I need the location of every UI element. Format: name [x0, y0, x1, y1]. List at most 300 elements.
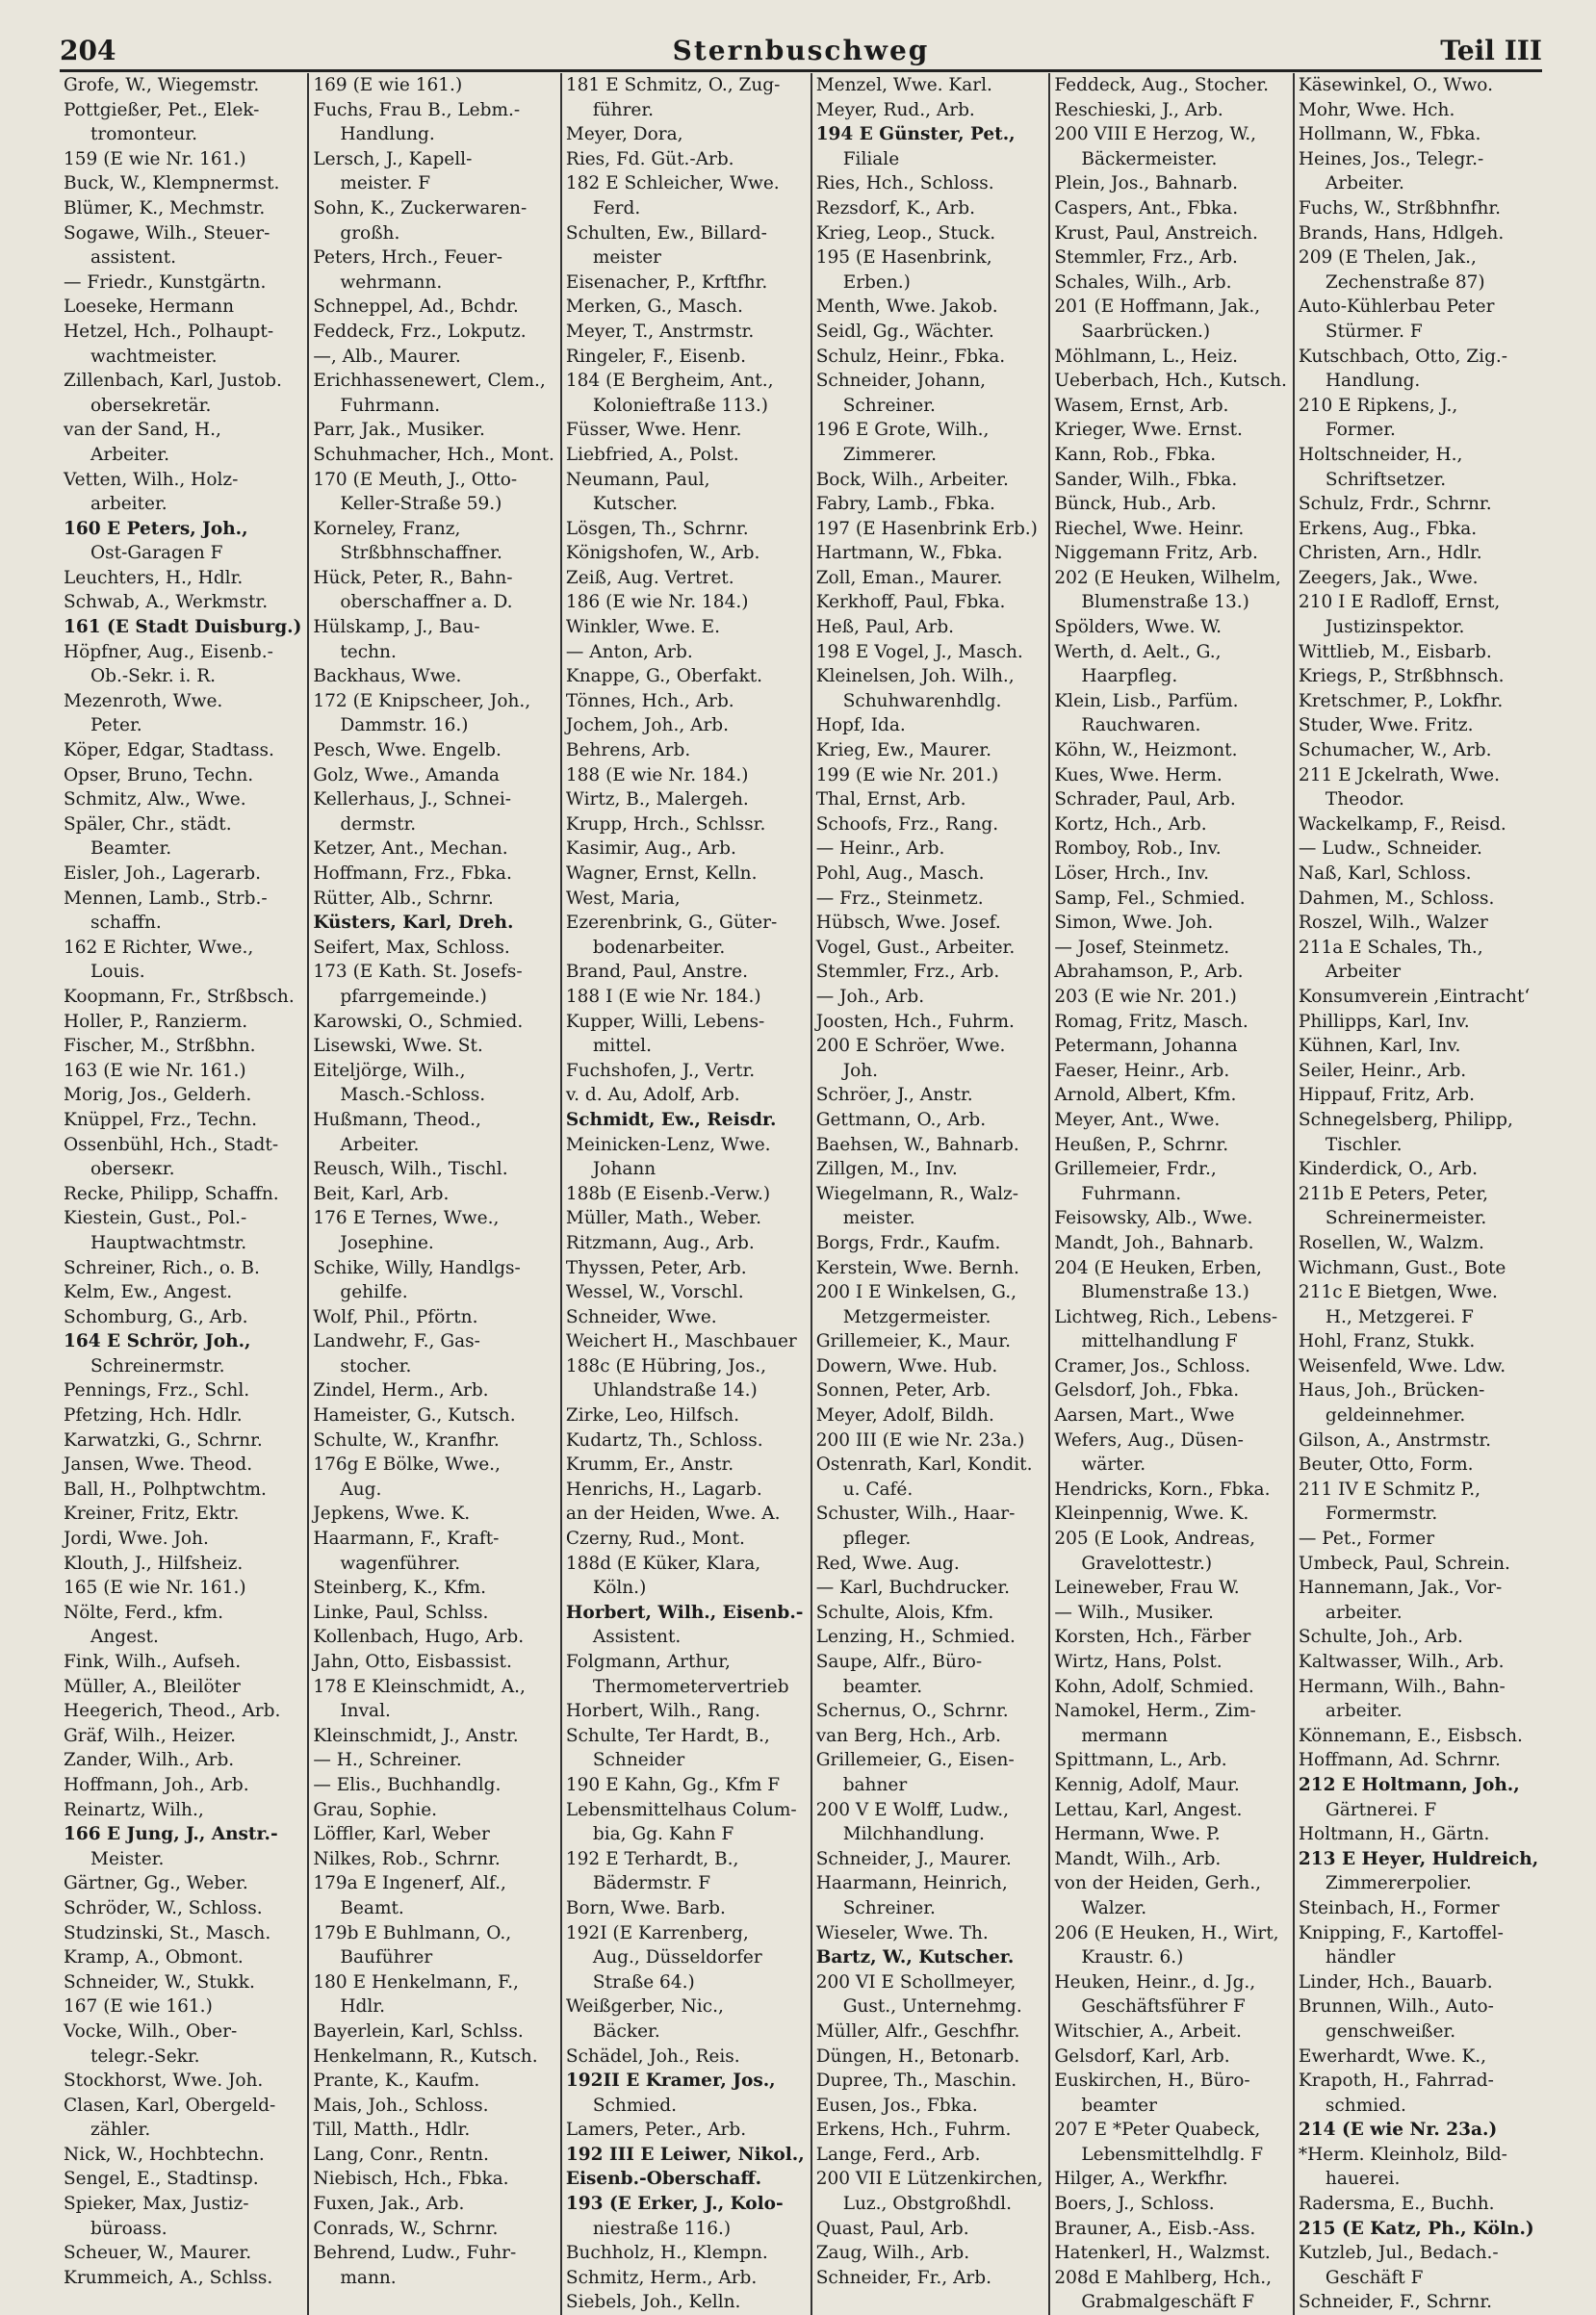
directory-entry-line: Kerkhoff, Paul, Fbka.: [815, 592, 1006, 613]
directory-entry-line: Reschieski, J., Arb.: [1054, 99, 1223, 120]
directory-entry-line: 202 (E Heuken, Wilhelm,: [1054, 567, 1281, 588]
directory-entry-line: 170 (E Meuth, J., Otto-: [313, 469, 518, 490]
directory-entry-line: Schumacher, W., Arb.: [1298, 740, 1492, 761]
directory-entry-line: Bäckermeister.: [1081, 148, 1218, 169]
directory-entry-line: Kortz, Hch., Arb.: [1054, 813, 1207, 835]
directory-entry-line: pfarrgemeinde.): [340, 986, 487, 1007]
directory-entry-line: Mennen, Lamb., Strb.-: [64, 887, 268, 909]
directory-entry-line: Joosten, Hch., Fuhrm.: [815, 1011, 1015, 1032]
directory-entry-line: Bädermstr. F: [592, 1873, 711, 1894]
directory-entry-line: Czerny, Rud., Mont.: [565, 1529, 745, 1550]
directory-entry-line: Könnemann, E., Eisbsch.: [1298, 1725, 1523, 1746]
directory-entry-line: Hatenkerl, H., Walzmst.: [1054, 2243, 1271, 2264]
directory-entry-line: Hdlr.: [340, 1996, 385, 2018]
page-number: 204: [60, 35, 116, 66]
directory-entry-line: Seiler, Heinr., Arb.: [1298, 1060, 1467, 1081]
directory-entry-line: Blumenstraße 13.): [1081, 592, 1249, 613]
directory-entry-line: Rauchwaren.: [1081, 715, 1201, 736]
directory-entry-line: Weißgerber, Nic.,: [565, 1996, 724, 2018]
directory-entry-line: Prante, K., Kaufm.: [313, 2071, 480, 2092]
directory-entry-line: Meyer, Adolf, Bildh.: [815, 1405, 994, 1427]
directory-entry-line: Knappe, G., Oberfakt.: [565, 666, 763, 687]
directory-entry-line: Wefers, Aug., Düsen-: [1054, 1429, 1244, 1451]
directory-entry-line: mittelhandlung F: [1081, 1331, 1238, 1352]
directory-entry-line: Schröder, W., Schloss.: [64, 1897, 263, 1918]
directory-entry-line: wärter.: [1081, 1454, 1146, 1476]
directory-columns: [60, 73, 1542, 2313]
directory-entry-line: Schneider, Johann,: [815, 371, 986, 392]
directory-entry-line: Erkens, Aug., Fbka.: [1298, 518, 1478, 539]
column-5: [1050, 73, 1295, 2315]
directory-entry-line: meister: [592, 247, 662, 269]
directory-entry-line: Vocke, Wilh., Ober-: [64, 2020, 238, 2042]
directory-entry-line: 211c E Bietgen, Wwe.: [1298, 1282, 1498, 1303]
directory-entry-line: Mandt, Joh., Bahnarb.: [1054, 1232, 1254, 1253]
directory-entry-line: Fink, Wilh., Aufseh.: [64, 1652, 242, 1672]
directory-entry-line: Füsser, Wwe. Henr.: [565, 420, 742, 441]
directory-entry-line: Dahmen, M., Schloss.: [1298, 887, 1495, 909]
directory-entry-line: Lebensmittelhaus Colum-: [565, 1799, 797, 1820]
directory-entry-line: obersekretär.: [90, 395, 212, 416]
directory-entry-line: Ob.-Sekr. i. R.: [90, 666, 217, 687]
directory-entry-line: bahner: [842, 1774, 908, 1795]
directory-entry-line: Arbeiter.: [340, 1134, 420, 1155]
directory-entry-line: Gärtner, Gg., Weber.: [64, 1873, 248, 1894]
directory-entry-line: — Elis., Buchhandlg.: [313, 1774, 502, 1795]
directory-entry-line: genschweißer.: [1325, 2020, 1456, 2042]
directory-entry-line: 164 E Schrör, Joh.,: [64, 1331, 251, 1352]
directory-entry-line: Peter.: [90, 715, 142, 736]
directory-entry-line: Tischler.: [1325, 1134, 1403, 1155]
directory-entry-line: Eisler, Joh., Lagerarb.: [64, 863, 262, 884]
directory-entry-line: Leineweber, Frau W.: [1054, 1578, 1240, 1599]
directory-entry-line: Auto-Kühlerbau Peter: [1298, 296, 1495, 318]
directory-entry-line: Handlung.: [1325, 371, 1421, 392]
directory-entry-line: — Heinr., Arb.: [815, 838, 945, 860]
directory-entry-line: — Wilh., Musiker.: [1054, 1602, 1214, 1623]
directory-entry-line: Korsten, Hch., Färber: [1054, 1627, 1251, 1648]
directory-entry-line: 181 E Schmitz, O., Zug-: [565, 75, 781, 95]
directory-entry-line: Masch.-Schloss.: [340, 1085, 486, 1106]
directory-entry-line: Erkens, Hch., Fuhrm.: [815, 2120, 1012, 2141]
directory-entry-line: Kaltwasser, Wilh., Arb.: [1298, 1652, 1505, 1672]
directory-entry-line: Euskirchen, H., Büro-: [1054, 2071, 1250, 2092]
directory-entry-line: 211 E Jckelrath, Wwe.: [1298, 764, 1501, 785]
directory-entry-line: Hoffmann, Ad. Schrnr.: [1298, 1750, 1501, 1771]
directory-entry-line: Behrend, Ludw., Fuhr-: [313, 2243, 517, 2264]
directory-entry-line: Holtmann, H., Gärtn.: [1298, 1824, 1490, 1845]
directory-entry-line: Mandt, Wilh., Arb.: [1054, 1848, 1222, 1869]
directory-entry-line: Köhn, W., Heizmont.: [1054, 740, 1238, 761]
directory-entry-line: tromonteur.: [90, 124, 197, 145]
directory-entry-line: Löffler, Karl, Weber: [313, 1824, 490, 1845]
directory-entry-line: Buck, W., Klempnermst.: [64, 173, 280, 194]
directory-entry-line: 192 III E Leiwer, Nikol.,: [565, 2144, 805, 2165]
directory-entry-line: Bartz, W., Kutscher.: [815, 1947, 1015, 1968]
directory-entry-line: Haus, Joh., Brücken-: [1298, 1380, 1485, 1402]
directory-entry-line: Dammstr. 16.): [340, 715, 469, 736]
directory-entry-line: Luz., Obstgroßhdl.: [842, 2194, 1012, 2215]
directory-entry-line: 160 E Peters, Joh.,: [64, 518, 248, 539]
directory-entry-line: Lichtweg, Rich., Lebens-: [1054, 1306, 1278, 1327]
directory-entry-line: Horbert, Wilh., Eisenb.-: [565, 1602, 804, 1623]
directory-entry-line: Eisenacher, P., Krftfhr.: [565, 271, 768, 293]
directory-entry-line: v. d. Au, Adolf, Arb.: [565, 1085, 740, 1106]
directory-entry-line: Gräf, Wilh., Heizer.: [64, 1725, 237, 1746]
directory-entry-line: Hülskamp, J., Bau-: [313, 617, 480, 638]
directory-entry-line: oberseкr.: [90, 1159, 175, 1180]
directory-entry-line: 195 (E Hasenbrink,: [815, 247, 992, 269]
directory-entry-line: 190 E Kahn, Gg., Kfm F: [565, 1774, 781, 1795]
directory-entry-line: Kelm, Ew., Angest.: [64, 1282, 233, 1303]
directory-entry-line: 180 E Henkelmann, F.,: [313, 1971, 519, 1993]
directory-entry-line: Milchhandlung.: [842, 1824, 985, 1845]
page-header: [60, 35, 1542, 72]
directory-entry-line: Sander, Wilh., Fbka.: [1054, 469, 1238, 490]
directory-entry-line: 200 VI E Schollmeyer,: [815, 1971, 1017, 1993]
directory-entry-line: Lebensmittelhdlg. F: [1081, 2144, 1264, 2165]
directory-entry-line: Gilson, A., Anstrmstr.: [1298, 1429, 1492, 1451]
directory-entry-line: Werth, d. Aelt., G.,: [1054, 641, 1222, 662]
page-title: Sternbuschweg: [672, 35, 930, 66]
directory-entry-line: Schulte, Alois, Kfm.: [815, 1602, 994, 1623]
directory-entry-line: wachtmeister.: [90, 346, 218, 367]
directory-entry-line: Tönnes, Hch., Arb.: [565, 690, 734, 711]
directory-entry-line: — Anton, Arb.: [565, 641, 693, 662]
directory-entry-line: 159 (E wie Nr. 161.): [64, 148, 246, 169]
directory-entry-line: geldeinnehmer.: [1325, 1405, 1466, 1427]
directory-entry-line: niestraße 116.): [592, 2218, 732, 2239]
directory-entry-line: Gelsdorf, Joh., Fbka.: [1054, 1380, 1240, 1402]
directory-entry-line: — Karl, Buchdrucker.: [815, 1578, 1011, 1599]
directory-entry-line: Beamter.: [90, 838, 172, 860]
directory-entry-line: Spölders, Wwe. W.: [1054, 617, 1223, 638]
directory-entry-line: techn.: [340, 641, 397, 662]
directory-entry-line: Johann: [592, 1159, 656, 1180]
directory-entry-line: dermstr.: [340, 813, 417, 835]
directory-entry-line: Faeser, Heinr., Arb.: [1054, 1060, 1230, 1081]
directory-entry-line: Haarmann, F., Kraft-: [313, 1529, 500, 1550]
directory-entry-line: 200 III (E wie Nr. 23a.): [815, 1429, 1025, 1451]
directory-entry-line: Hartmann, W., Fbka.: [815, 543, 1003, 564]
directory-entry-line: bia, Gg. Kahn F: [592, 1824, 734, 1845]
directory-entry-line: Thermometervertrieb: [592, 1676, 789, 1697]
directory-entry-line: Kellerhaus, J., Schnei-: [313, 789, 511, 810]
directory-entry-line: Schuster, Wilh., Haar-: [815, 1504, 1016, 1525]
directory-entry-line: 176 E Ternes, Wwe.,: [313, 1208, 500, 1229]
directory-entry-line: Fuchshofen, J., Vertr.: [565, 1060, 756, 1081]
directory-entry-line: Hilger, A., Werkfhr.: [1054, 2169, 1228, 2190]
directory-entry-line: Ezerenbrink, G., Güter-: [565, 913, 778, 934]
directory-entry-line: *Herm. Kleinholz, Bild-: [1298, 2144, 1507, 2165]
directory-entry-line: Schulten, Ew., Billard-: [565, 222, 767, 244]
directory-entry-line: Lang, Conr., Rentn.: [313, 2144, 489, 2165]
directory-entry-line: von der Heiden, Gerh.,: [1054, 1873, 1261, 1894]
directory-entry-line: Weisenfeld, Wwe. Ldw.: [1298, 1355, 1506, 1376]
directory-entry-line: 188d (E Küker, Klara,: [565, 1553, 761, 1574]
directory-entry-line: Samp, Fel., Schmied.: [1054, 887, 1246, 909]
directory-entry-line: Zoll, Eman., Maurer.: [815, 567, 1003, 588]
directory-entry-line: Steinbach, H., Former: [1298, 1897, 1500, 1918]
directory-entry-line: 214 (E wie Nr. 23a.): [1298, 2120, 1498, 2141]
directory-entry-line: Fuhrmann.: [1081, 1183, 1182, 1204]
directory-entry-line: Brauner, A., Eisb.-Ass.: [1054, 2218, 1256, 2239]
directory-entry-line: Zillenbach, Karl, Justob.: [64, 371, 282, 392]
directory-entry-line: Blümer, K., Mechmstr.: [64, 197, 266, 219]
directory-entry-line: Stürmer. F: [1325, 321, 1423, 342]
column-6: [1295, 73, 1544, 2315]
directory-entry-line: 184 (E Bergheim, Ant.,: [565, 371, 774, 392]
directory-entry-line: Arnold, Albert, Kfm.: [1054, 1085, 1237, 1106]
directory-entry-line: Sengel, E., Stadtinsp.: [64, 2169, 259, 2190]
directory-entry-line: Born, Wwe. Barb.: [565, 1897, 726, 1918]
directory-entry-line: Hauptwachtmstr.: [90, 1232, 247, 1253]
directory-entry-line: Stemmler, Frz., Arb.: [1054, 247, 1238, 269]
directory-entry-line: 200 V E Wolff, Ludw.,: [815, 1799, 1010, 1820]
directory-entry-line: Wittlieb, M., Eisbarb.: [1298, 641, 1492, 662]
directory-entry-line: Seifert, Max, Schloss.: [313, 937, 510, 958]
directory-entry-line: 200 I E Winkelsen, G.,: [815, 1282, 1017, 1303]
directory-entry-line: Bayerlein, Karl, Schlss.: [313, 2020, 524, 2042]
directory-entry-line: Schneider, W., Stukk.: [64, 1971, 255, 1993]
directory-entry-line: Hohl, Franz, Stukk.: [1298, 1331, 1476, 1352]
directory-entry-line: Pottgießer, Pet., Elek-: [64, 99, 260, 120]
directory-entry-line: Clasen, Karl, Obergeld-: [64, 2095, 276, 2116]
directory-entry-line: Umbeck, Paul, Schrein.: [1298, 1553, 1510, 1574]
directory-entry-line: Brand, Paul, Anstre.: [565, 962, 748, 983]
directory-entry-line: Menth, Wwe. Jakob.: [815, 296, 998, 318]
directory-entry-line: meister. F: [340, 173, 431, 194]
directory-entry-line: Heines, Jos., Telegr.-: [1298, 148, 1484, 169]
directory-entry-line: Baehsen, W., Bahnarb.: [815, 1134, 1019, 1155]
directory-entry-line: Meinicken-Lenz, Wwe.: [565, 1134, 771, 1155]
directory-entry-line: Lersch, J., Kapell-: [313, 148, 473, 169]
directory-entry-line: Golz, Wwe., Amanda: [313, 764, 500, 785]
directory-entry-line: Müller, A., Bleilöter: [64, 1676, 241, 1697]
directory-entry-line: mermann: [1081, 1725, 1169, 1746]
directory-entry-line: Schernus, O., Schrnr.: [815, 1701, 1009, 1722]
directory-entry-line: 182 E Schleicher, Wwe.: [565, 173, 780, 194]
directory-entry-line: van der Sand, H.,: [64, 420, 221, 441]
directory-entry-line: Buchholz, H., Klempn.: [565, 2243, 768, 2264]
column-3: [562, 73, 812, 2315]
directory-entry-line: Henrichs, H., Lagarb.: [565, 1479, 762, 1500]
directory-entry-line: 204 (E Heuken, Erben,: [1054, 1257, 1262, 1278]
directory-entry-line: Romag, Fritz, Masch.: [1054, 1011, 1248, 1032]
directory-entry-line: meister.: [842, 1208, 915, 1229]
directory-entry-line: Schreiner.: [842, 1897, 936, 1918]
directory-entry-line: van Berg, Hch., Arb.: [815, 1725, 1001, 1746]
directory-entry-line: Eusen, Jos., Fbka.: [815, 2095, 978, 2116]
directory-entry-line: Bünck, Hub., Arb.: [1054, 494, 1217, 515]
directory-entry-line: Lettau, Karl, Angest.: [1054, 1799, 1243, 1820]
part-label: Teil III: [1440, 35, 1542, 66]
directory-entry-line: Hoffmann, Joh., Arb.: [64, 1774, 249, 1795]
directory-entry-line: Neumann, Paul,: [565, 469, 710, 490]
directory-entry-line: arbeiter.: [1325, 1701, 1403, 1722]
directory-entry-line: 215 (E Katz, Ph., Köln.): [1298, 2218, 1534, 2239]
directory-entry-line: Peters, Hrch., Feuer-: [313, 247, 503, 269]
directory-entry-line: Schwab, A., Werkmstr.: [64, 592, 269, 613]
directory-entry-line: Schneider, Fr., Arb.: [815, 2267, 991, 2288]
directory-entry-line: Zindel, Herm., Arb.: [313, 1380, 489, 1402]
column-2: [309, 73, 562, 2315]
directory-entry-line: Arbeiter.: [1325, 173, 1404, 194]
directory-entry-line: Dupree, Th., Maschin.: [815, 2071, 1017, 2092]
directory-entry-line: Kolonieftraße 113.): [592, 395, 768, 416]
directory-entry-line: Gettmann, O., Arb.: [815, 1109, 987, 1130]
directory-entry-line: Grillemeier, K., Maur.: [815, 1331, 1011, 1352]
directory-entry-line: Kriegs, P., Strßbhnsch.: [1298, 666, 1505, 687]
directory-entry-line: Theodor.: [1325, 789, 1404, 810]
directory-entry-line: Schneider: [592, 1750, 685, 1771]
directory-entry-line: 161 (E Stadt Duisburg.): [64, 617, 302, 638]
directory-entry-line: Zaug, Wilh., Arb.: [815, 2243, 970, 2264]
directory-entry-line: Aarsen, Mart., Wwe: [1054, 1405, 1235, 1427]
directory-entry-line: Geschäftsführer F: [1081, 1996, 1246, 2018]
directory-entry-line: Saarbrücken.): [1081, 321, 1211, 342]
directory-entry-line: arbeiter.: [90, 494, 167, 515]
directory-entry-line: Krieger, Wwe. Ernst.: [1054, 420, 1243, 441]
directory-entry-line: Metzgermeister.: [842, 1306, 991, 1327]
directory-entry-line: Menzel, Wwe. Karl.: [815, 75, 992, 95]
directory-entry-line: Hameister, G., Kutsch.: [313, 1405, 516, 1427]
directory-entry-line: Naß, Karl, Schloss.: [1298, 863, 1472, 884]
directory-entry-line: Ferd.: [592, 197, 641, 219]
directory-entry-line: Gelsdorf, Karl, Arb.: [1054, 2045, 1230, 2067]
directory-entry-line: Hippauf, Fritz, Arb.: [1298, 1085, 1476, 1106]
directory-entry-line: 213 E Heyer, Huldreich,: [1298, 1848, 1539, 1869]
directory-entry-line: Koopmann, Fr., Strßbsch.: [64, 986, 295, 1007]
directory-entry-line: Christen, Arn., Hdlr.: [1298, 543, 1482, 564]
directory-entry-line: Dowern, Wwe. Hub.: [815, 1355, 998, 1376]
directory-entry-line: Kollenbach, Hugo, Arb.: [313, 1627, 525, 1648]
directory-entry-line: Schmidt, Ew., Reisdr.: [565, 1109, 777, 1130]
directory-entry-line: Angest.: [90, 1627, 159, 1648]
directory-entry-line: Plein, Jos., Bahnarb.: [1054, 173, 1239, 194]
directory-entry-line: — Joh., Arb.: [815, 986, 925, 1007]
directory-entry-line: Ost-Garagen F: [90, 543, 223, 564]
directory-entry-line: Morig, Jos., Gelderh.: [64, 1085, 252, 1106]
directory-entry-line: Schädel, Joh., Reis.: [565, 2045, 740, 2067]
directory-entry-line: Holtschneider, H.,: [1298, 444, 1463, 465]
directory-entry-line: Schulte, Ter Hardt, B.,: [565, 1725, 770, 1746]
directory-entry-line: Meister.: [90, 1848, 165, 1869]
directory-entry-line: 188 (E wie Nr. 184.): [565, 764, 749, 785]
directory-entry-line: wehrmann.: [340, 271, 443, 293]
directory-entry-line: Seidl, Gg., Wächter.: [815, 321, 994, 342]
directory-entry-line: Assistent.: [592, 1627, 682, 1648]
directory-entry-line: 163 (E wie Nr. 161.): [64, 1060, 246, 1081]
directory-entry-line: 211b E Peters, Peter,: [1298, 1183, 1489, 1204]
directory-entry-line: Schulte, W., Kranfhr.: [313, 1429, 500, 1451]
directory-entry-line: — Ludw., Schneider.: [1298, 838, 1482, 860]
directory-entry-line: Zeiß, Aug. Vertret.: [565, 567, 734, 588]
directory-entry-line: Kennig, Adolf, Maur.: [1054, 1774, 1240, 1795]
directory-entry-line: Strßbhnschaffner.: [340, 543, 502, 564]
directory-entry-line: büroass.: [90, 2218, 167, 2239]
directory-entry-line: 166 E Jung, J., Anstr.-: [64, 1824, 278, 1845]
directory-entry-line: Krapoth, H., Fahrrad-: [1298, 2071, 1494, 2092]
directory-entry-line: 173 (E Kath. St. Josefs-: [313, 962, 523, 983]
directory-entry-line: Geschäft F: [1325, 2267, 1424, 2288]
directory-entry-line: Bock, Wilh., Arbeiter.: [815, 469, 1009, 490]
directory-entry-line: Till, Matth., Hdlr.: [313, 2120, 471, 2141]
directory-entry-line: 206 (E Heuken, H., Wirt,: [1054, 1922, 1279, 1943]
directory-entry-line: hauerei.: [1325, 2169, 1401, 2190]
directory-entry-line: Mohr, Wwe. Hch.: [1298, 99, 1455, 120]
directory-entry-line: Schneider, F., Schrnr.: [1298, 2292, 1493, 2313]
directory-entry-line: 192 E Terhardt, B.,: [565, 1848, 739, 1869]
directory-entry-line: Keller-Straße 59.): [340, 494, 502, 515]
directory-entry-line: Königshofen, W., Arb.: [565, 543, 760, 564]
directory-entry-line: Schreinermeister.: [1325, 1208, 1487, 1229]
directory-entry-line: Ueberbach, Hch., Kutsch.: [1054, 371, 1287, 392]
directory-entry-line: 199 (E wie Nr. 201.): [815, 764, 999, 785]
directory-entry-line: Kupper, Willi, Lebens-: [565, 1011, 765, 1032]
directory-entry-line: wagenführer.: [340, 1553, 461, 1574]
directory-entry-line: Fabry, Lamb., Fbka.: [815, 494, 995, 515]
directory-entry-line: pfleger.: [842, 1529, 912, 1550]
directory-entry-line: Heuken, Heinr., d. Jg.,: [1054, 1971, 1256, 1993]
directory-entry-line: Höpfner, Aug., Eisenb.-: [64, 641, 273, 662]
directory-entry-line: Feddeck, Frz., Lokputz.: [313, 321, 527, 342]
directory-entry-line: Knüppel, Frz., Techn.: [64, 1109, 257, 1130]
directory-entry-line: Haarpfleg.: [1081, 666, 1178, 687]
directory-entry-line: Lenzing, H., Schmied.: [815, 1627, 1016, 1648]
directory-entry-line: Nilkes, Rob., Schrnr.: [313, 1848, 501, 1869]
directory-entry-line: Joh.: [842, 1060, 879, 1081]
directory-entry-line: Schmied.: [592, 2095, 677, 2116]
directory-entry-line: Hoffmann, Frz., Fbka.: [313, 863, 512, 884]
directory-entry-line: Zeegers, Jak., Wwe.: [1298, 567, 1479, 588]
directory-entry-line: Beit, Karl, Arb.: [313, 1183, 450, 1204]
directory-entry-line: Schulz, Frdr., Schrnr.: [1298, 494, 1492, 515]
directory-entry-line: u. Café.: [842, 1479, 914, 1500]
directory-entry-line: Erben.): [842, 271, 911, 293]
directory-entry-line: West, Maria,: [565, 887, 681, 909]
directory-entry-line: Krieg, Ew., Maurer.: [815, 740, 991, 761]
directory-entry-line: Grillemeier, G., Eisen-: [815, 1750, 1015, 1771]
directory-entry-line: Reinartz, Wilh.,: [64, 1799, 204, 1820]
directory-entry-line: Stockhorst, Wwe. Joh.: [64, 2071, 264, 2092]
directory-entry-line: mann.: [340, 2267, 397, 2288]
directory-entry-line: 210 I E Radloff, Ernst,: [1298, 592, 1501, 613]
directory-entry-line: Scheuer, W., Maurer.: [64, 2243, 252, 2264]
directory-entry-line: Winkler, Wwe. E.: [565, 617, 721, 638]
directory-entry-line: Schreinermstr.: [90, 1355, 225, 1376]
directory-entry-line: Aug.: [340, 1479, 382, 1500]
directory-entry-line: Stemmler, Frz., Arb.: [815, 962, 1000, 983]
directory-entry-line: Hück, Peter, R., Bahn-: [313, 567, 513, 588]
directory-entry-line: 205 (E Look, Andreas,: [1054, 1529, 1255, 1550]
directory-entry-line: Schoofs, Frz., Rang.: [815, 813, 999, 835]
directory-entry-line: Kleinschmidt, J., Anstr.: [313, 1725, 519, 1746]
directory-entry-line: 162 E Richter, Wwe.,: [64, 937, 254, 958]
directory-entry-line: Grillemeier, Frdr.,: [1054, 1159, 1217, 1180]
directory-entry-line: Roszel, Wilh., Walzer: [1298, 913, 1488, 934]
directory-entry-line: Schike, Willy, Handlgs-: [313, 1257, 521, 1278]
directory-entry-line: Opser, Bruno, Techn.: [64, 764, 254, 785]
directory-entry-line: Mezenroth, Wwe.: [64, 690, 223, 711]
directory-entry-line: Studer, Wwe. Fritz.: [1298, 715, 1474, 736]
directory-entry-line: Niebisch, Hch., Fbka.: [313, 2169, 509, 2190]
column-1: [60, 73, 309, 2315]
directory-entry-line: Wiegelmann, R., Walz-: [815, 1183, 1019, 1204]
directory-entry-line: Folgmann, Arthur,: [565, 1652, 731, 1672]
directory-entry-line: Schriftsetzer.: [1325, 469, 1447, 490]
directory-entry-line: Schales, Wilh., Arb.: [1054, 271, 1232, 293]
